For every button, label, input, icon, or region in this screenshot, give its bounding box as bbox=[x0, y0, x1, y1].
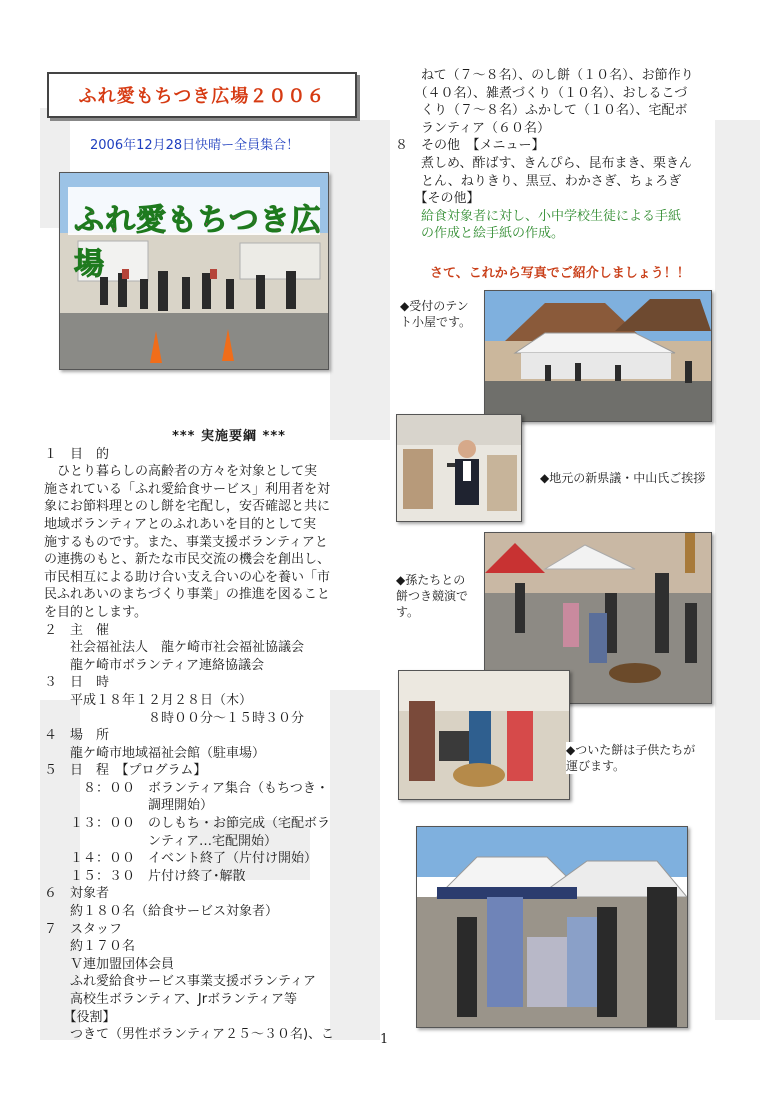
photo-intro-line: さて、これから写真でご紹介しましょう！！ bbox=[430, 266, 690, 281]
body-line: 【役割】 bbox=[44, 1009, 116, 1025]
caption-grandchildren: ◆孫たちとの 餅つき競演で す。 bbox=[396, 573, 469, 619]
body-line: 高校生ボランティア、Jrボランティア等 bbox=[44, 992, 298, 1007]
photo-scene bbox=[397, 415, 521, 521]
body-line: １３：００ のしもち・お節完成（宅配ボラ bbox=[44, 816, 331, 832]
body-line: １ 目 的 bbox=[44, 446, 110, 462]
body-line: を目的とします。 bbox=[44, 604, 147, 620]
body-line: 地域ボランティアとのふれあいを目的として実 bbox=[44, 516, 316, 532]
show-through-block bbox=[330, 120, 390, 440]
body-line: 市民相互による助け合い支え合いの心を養い「市 bbox=[44, 569, 331, 585]
photo-crowd-tents bbox=[416, 826, 688, 1028]
photo-greeting bbox=[396, 414, 522, 522]
body-line: 龍ケ崎市地域福祉会館（駐車場） bbox=[44, 745, 266, 761]
body-line: ねて（７～８名）、のし餅（１０名）、お節作り bbox=[395, 68, 694, 83]
body-line: 【その他】 bbox=[395, 191, 480, 207]
banner-photo bbox=[59, 172, 329, 370]
caption-tent: ◆受付のテン ト小屋です。 bbox=[400, 299, 472, 329]
body-line: 象にお節料理とのし餅を宅配し，安否確認と共に bbox=[44, 499, 331, 515]
body-line: ８時００分～１５時３０分 bbox=[44, 710, 305, 726]
photo-scene bbox=[485, 291, 711, 421]
body-line: １４：００ イベント終了（片付け開始） bbox=[44, 851, 318, 867]
body-right-column bbox=[395, 67, 735, 243]
body-line: ６ 対象者 bbox=[44, 886, 110, 902]
body-line: 平成１８年１２月２８日（木） bbox=[44, 692, 253, 708]
body-line: 施するものです。また、事業支援ボランティアと bbox=[44, 534, 328, 550]
body-line: 調理開始） bbox=[44, 798, 214, 814]
body-line: Ｖ連加盟団体会員 bbox=[44, 956, 175, 972]
body-line: ふれ愛給食サービス事業支援ボランティア bbox=[44, 974, 316, 990]
body-line: つきて（男性ボランティア２５～３０名)、こ bbox=[44, 1027, 335, 1043]
body-line: ８：００ ボランティア集合（もちつき・ bbox=[44, 780, 329, 796]
body-line: ２ 主 催 bbox=[44, 622, 110, 638]
body-line: ７ スタッフ bbox=[44, 921, 123, 937]
body-line: （４０名）、雑煮づくり（１０名）、おしるこづ bbox=[395, 85, 688, 101]
body-line: 民ふれあいのまちづくり事業」の推進を図ること bbox=[44, 587, 330, 603]
body-line: 約１８０名（給食サービス対象者） bbox=[44, 904, 279, 920]
caption-greeting: ◆地元の新県議・中山氏ご挨拶 bbox=[540, 471, 706, 485]
page-number: 1 bbox=[380, 1032, 389, 1047]
banner-text: ふれ愛もちつき広場 bbox=[74, 203, 322, 282]
body-line: とん、ねりきり、黒豆、わかさぎ、ちょろぎ bbox=[395, 173, 682, 189]
body-line: ８ その他 【メニュー】 bbox=[395, 138, 545, 154]
page-title: ふれ愛もちつき広場２００６ bbox=[47, 72, 357, 118]
body-line: 社会福祉法人 龍ケ崎市社会福祉協議会 bbox=[44, 640, 305, 656]
body-line: ４ 場 所 bbox=[44, 728, 110, 744]
photo-children-carrying bbox=[398, 670, 570, 800]
body-line: 施されている「ふれ愛給食サービス」利用者を対 bbox=[44, 481, 331, 497]
body-line: ３ 日 時 bbox=[44, 675, 110, 691]
photo-scene bbox=[417, 827, 687, 1027]
date-line: 2006年12月28日快晴ー全員集合！ bbox=[90, 138, 300, 153]
body-line: 約１７０名 bbox=[44, 939, 136, 955]
photo-reception-tent bbox=[484, 290, 712, 422]
body-line: ひとり暮らしの高齢者の方々を対象として実 bbox=[44, 464, 318, 480]
caption-mochi: ◆ついた餅は子供たちが 運びます。 bbox=[566, 743, 696, 773]
body-line-green: の作成と絵手紙の作成。 bbox=[395, 226, 565, 242]
body-line: の連携のもと、新たな市民交流の機会を創出し、 bbox=[44, 552, 331, 568]
body-line: １５：３０ 片付け終了･解散 bbox=[44, 868, 246, 884]
body-line: 煮しめ、酢ばす、きんぴら、昆布まき、栗きん bbox=[395, 155, 692, 171]
body-left-column bbox=[44, 428, 374, 1044]
body-line: ５ 日 程 【プログラム】 bbox=[44, 763, 207, 779]
photo-scene bbox=[399, 671, 569, 799]
section-heading: *** 実施要綱 *** bbox=[172, 429, 286, 444]
show-through-block bbox=[715, 120, 760, 1020]
body-line: くり（７～８名）ふかして（１０名）、宅配ボ bbox=[395, 103, 688, 119]
body-line: 龍ケ崎市ボランティア連絡協議会 bbox=[44, 657, 264, 673]
body-line-green: 給食対象者に対し、小中学校生徒による手紙 bbox=[395, 208, 682, 224]
body-line: ンティア…宅配開始） bbox=[44, 833, 277, 849]
body-line: ランティア（６０名） bbox=[395, 120, 550, 136]
